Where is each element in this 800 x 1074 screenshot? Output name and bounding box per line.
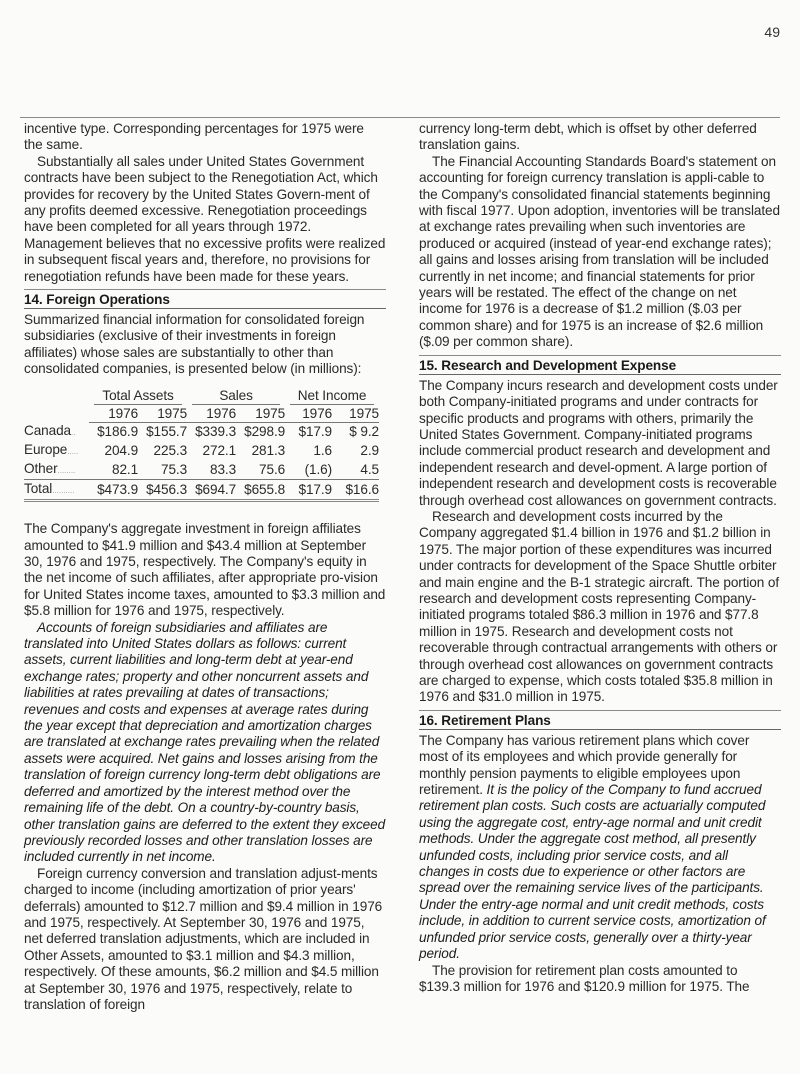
table-cell: 2.9 [360,443,379,459]
table-row [24,422,379,441]
table-cell: $655.8 [236,480,285,501]
table-cell: 272.1 [202,443,237,459]
table-cell: $155.7 [146,424,188,440]
table-total-row [24,480,379,501]
row-label: Canada.. [24,423,76,439]
fasb-paragraph: The Financial Accounting Standards Board's statement on accounting for foreign currency translation is appli-cable to the Company's consolidated financial statements beginning with fiscal 1977. Upon adoption, inventories will be translated at exchange rates prevailing when such inventories are produced or acquired (instead of year-end exchange rates); all gains and losses arising from translation will be included currently in net income; and financial statements for prior years will be restated. The effect of the change on net income for 1976 is a decrease of $1.2 million ($.03 per common share) and for 1975 is an increase of $2.6 million ($.09 per common share). [419,153,780,350]
table-cell: 225.3 [153,443,188,459]
table-cell: $17.9 [298,424,333,440]
table-cell: 204.9 [104,443,139,459]
table-cell: (1.6) [304,462,333,478]
table-corner [24,387,89,405]
table-cell: 83.3 [210,462,237,478]
table-row [24,441,379,460]
continued-paragraph: incentive type. Corresponding percentages for 1975 were the same. [24,121,364,153]
foreign-operations-intro: Summarized financial information for consolidated foreign subsidiaries (exclusive of their investments in foreign affiliates) whose sales are substantially to other than consolidated companies, is presented below (in millions): [24,312,365,377]
table-cell: $ 9.2 [349,424,379,440]
table-cell: 75.3 [161,462,188,478]
section-heading-foreign-operations: 14. Foreign Operations [24,290,386,309]
rd-paragraph-2: Research and development costs incurred by the Company aggregated $1.4 billion in 1976 and $1.2 billion in 1975. The major portion of these expenditures was incurred under contracts for development of the Space Shuttle orbiter and main engine and the B-1 strategic aircraft. The portion of research and development costs representing Company-initiated programs totaled $86.3 million in 1976 and $77.8 million in 1975. Research and development costs not recoverable through contractual arrangements with others or through overhead cost allowances on government contracts are charged to expense, which costs totaled $35.8 million in 1976 and $31.0 million in 1975. [419,508,780,705]
table-cell: $339.3 [195,424,237,440]
table-cell: $456.3 [138,480,187,501]
renegotiation-paragraph: Substantially all sales under United States Government contracts have been subject to the Renegotiation Act, which provides for recovery by the United States Govern-ment of any profits deemed excessive. Renegotiation proceedings have been completed for all years through 1972. Management believes that no excessive profits were realized in subsequent fiscal years and, therefore, no provisions for renegotiation refunds have been made for these years. [24,153,386,284]
rd-paragraph-1: The Company incurs research and development costs under both Company-initiated programs and under contracts for specific products and programs with others, primarily the United States Government. Company-initiated programs include commercial product research and development and independent research and devel-opment. A large portion of independent research and development costs is recoverable through overhead cost allowances on government contracts. [419,377,778,508]
table-cell: 281.3 [251,443,286,459]
table-group-header: Sales [187,387,285,405]
table-cell: $186.9 [97,424,139,440]
table-year-header: 1975 [138,405,187,423]
table-cell: 1.6 [313,443,333,459]
table-year-header-row [24,405,379,423]
translation-policy-paragraph: Accounts of foreign subsidiaries and affiliates are translated into United States dollars as follows: current assets, current liabilities and long-term debt at year-end exchange rates; property and other noncurrent assets and liabilities at rates prevailing at dates of transactions; revenues and costs and expenses at average rates during the year except that depreciation and amortization charges are translated at exchange rates prevailing when the related assets were acquired. Net gains and losses arising from the translation of foreign currency long-term debt obligations are deferred and amortized by the interest method over the remaining life of the debt. On a country-by-country basis, other translation gains are deferred to the extent they exceed previously recorded losses and other translation losses are included currently in net income. [24,619,386,865]
table-year-header: 1975 [332,405,379,423]
table-cell: 82.1 [111,462,139,478]
table-row [24,460,379,480]
continued-paragraph: currency long-term debt, which is offset by other deferred translation gains. [419,121,757,153]
left-column [24,121,386,1013]
table-group-header: Total Assets [89,387,187,405]
row-label: Other........ [24,461,76,477]
table-cell: $17.9 [285,480,332,501]
table-cell: $298.9 [244,424,286,440]
page-number: 49 [764,24,780,40]
table-cell: $473.9 [89,480,138,501]
table-year-header: 1975 [236,405,285,423]
retirement-paragraph-2: The provision for retirement plan costs amounted to $139.3 million for 1976 and $120.9 million for 1975. The [419,962,750,994]
section-heading-research-development: 15. Research and Development Expense [419,356,781,375]
conversion-paragraph: Foreign currency conversion and translation adjust-ments charged to income (including amortization of prior years' deferrals) amounted to $12.7 million and $9.4 million in 1976 and 1975, respectively. At September 30, 1976 and 1975, net deferred translation adjustments, which are included in Other Assets, amounted to $3.1 million and $4.3 million, respectively. Of these amounts, $6.2 million and $4.5 million at September 30, 1976 and 1975, respectively, relate to translation of foreign [24,865,383,1012]
table-cell: $694.7 [187,480,236,501]
top-rule [20,117,780,118]
row-label: Europe..... [24,442,79,458]
row-label: Total.......... [24,480,89,501]
table-group-header-row [24,387,379,405]
table-cell: 75.6 [259,462,286,478]
foreign-operations-table [24,387,379,503]
table-group-header: Net Income [285,387,379,405]
right-column [419,121,781,995]
table-year-header: 1976 [89,405,138,423]
investment-paragraph: The Company's aggregate investment in foreign affiliates amounted to $41.9 million and $43.4 million at September 30, 1976 and 1975, respectively. The Company's equity in the net income of such affiliates, after appropriate pro-vision for United States income taxes, amounted to $3.3 million and $5.8 million for 1976 and 1975, respectively. [24,521,386,619]
section-heading-retirement-plans: 16. Retirement Plans [419,711,781,730]
retirement-paragraph-1: The Company has various retirement plans which cover most of its employees and which provide generally for monthly pension payments to eligible employees upon retirement. It is the policy of the Company to fund accrued retirement plan costs. Such costs are actuarially computed using the aggregate cost, entry-age normal and unit credit methods. Under the aggregate cost method, all presently unfunded costs, including prior service costs, and all changes in costs due to experience or other factors are spread over the remaining service lives of the participants. Under the entry-age normal and unit credit methods, costs include, in addition to current service costs, amortization of unfunded prior service costs, generally over a thirty-year period. [419,732,766,962]
table-year-header: 1976 [187,405,236,423]
table-year-header: 1976 [285,405,332,423]
table-cell: 4.5 [360,462,379,478]
table-cell: $16.6 [332,480,379,501]
